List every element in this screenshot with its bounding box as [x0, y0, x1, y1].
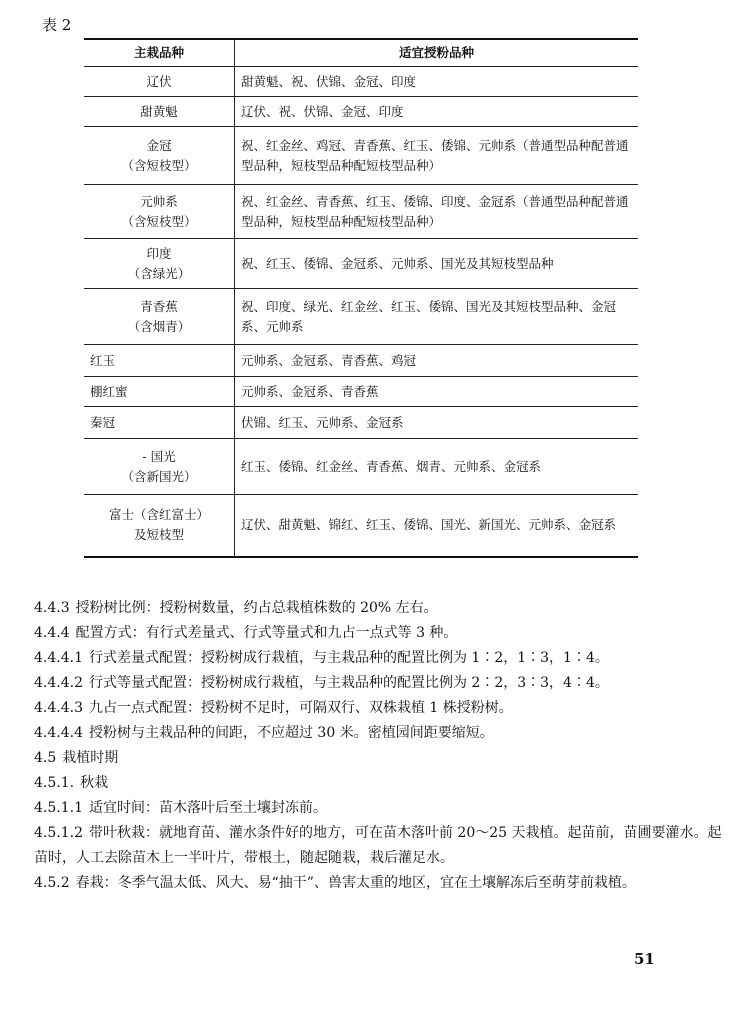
- main-variety-cell: [84, 439, 235, 495]
- clause-text: 行式等量式配置：授粉树成行栽植，与主栽品种的配置比例为 2∶2，3∶3，4∶4。: [88, 675, 609, 691]
- header-pollinator-variety: 适宜授粉品种: [235, 39, 639, 67]
- clause-number: 4.4.4.4: [34, 725, 83, 741]
- clause-text: 春栽：冬季气温太低、风大、易“抽干”、兽害太重的地区，宜在土壤解冻后至萌芽前栽植。: [75, 875, 636, 891]
- clause-text: 九占一点式配置：授粉树不足时，可隔双行、双株栽植 1 株授粉树。: [88, 700, 513, 716]
- table-row: [84, 439, 638, 495]
- clause-number: 4.5.1.2: [34, 825, 83, 841]
- clause-number: 4.4.3: [34, 600, 70, 616]
- main-variety-cell: [84, 67, 235, 97]
- clause-text: 适宜时间：苗木落叶后至土壤封冻前。: [88, 800, 327, 816]
- main-variety-cell: [84, 407, 235, 439]
- main-variety-line: 青香蕉: [140, 298, 178, 314]
- main-variety-cell: [84, 495, 235, 557]
- paragraph: [34, 871, 724, 896]
- main-variety-line: 印度: [146, 245, 172, 261]
- table-row: [84, 239, 638, 289]
- main-variety-line: - 国光: [142, 448, 176, 464]
- paragraph: [34, 771, 724, 796]
- main-variety-line: （含短枝型）: [121, 157, 197, 173]
- clause-number: 4.4.4.2: [34, 675, 83, 691]
- pollinator-cell: 祝、红玉、倭锦、金冠系、元帅系、国光及其短枝型品种: [235, 239, 639, 289]
- main-variety-line: 及短枝型: [133, 527, 184, 543]
- table-row: [84, 377, 638, 407]
- pollinator-cell: 伏锦、红玉、元帅系、金冠系: [235, 407, 639, 439]
- main-variety-cell: [84, 127, 235, 185]
- table-row: [84, 67, 638, 97]
- main-variety-line: 元帅系: [140, 193, 178, 209]
- main-variety-line: （含烟青）: [127, 318, 191, 334]
- clause-number: 4.5.1.: [34, 775, 75, 791]
- pollinator-cell: 元帅系、金冠系、青香蕉、鸡冠: [235, 345, 639, 377]
- clause-number: 4.4.4: [34, 625, 70, 641]
- pollinator-cell: 祝、印度、绿光、红金丝、红玉、倭锦、国光及其短枝型品种、金冠系、元帅系: [235, 289, 639, 345]
- main-variety-cell: [84, 97, 235, 127]
- main-variety-line: （含短枝型）: [121, 213, 197, 229]
- main-variety-line: 棚红蜜: [90, 383, 128, 399]
- paragraph: [34, 696, 724, 721]
- clause-text: 行式差量式配置：授粉树成行栽植，与主栽品种的配置比例为 1∶2，1∶3，1∶4。: [88, 650, 609, 666]
- clause-number: 4.5.2: [34, 875, 70, 891]
- main-variety-cell: [84, 185, 235, 239]
- main-variety-line: （含绿光）: [127, 265, 191, 281]
- main-variety-cell: [84, 345, 235, 377]
- clause-text: 授粉树与主栽品种的间距，不应超过 30 米。密植园间距要缩短。: [88, 725, 494, 741]
- pollinator-cell: 辽伏、祝、伏锦、金冠、印度: [235, 97, 639, 127]
- main-variety-line: 富士（含红富士）: [108, 507, 209, 523]
- paragraph: [34, 646, 724, 671]
- paragraph: [34, 746, 724, 771]
- pollinator-cell: 红玉、倭锦、红金丝、青香蕉、烟青、元帅系、金冠系: [235, 439, 639, 495]
- table-row: [84, 127, 638, 185]
- clause-text: 配置方式：有行式差量式、行式等量式和九占一点式等 3 种。: [75, 625, 458, 641]
- paragraph: [34, 821, 724, 871]
- main-variety-cell: [84, 289, 235, 345]
- clause-number: 4.5: [34, 750, 57, 766]
- main-variety-line: 金冠: [146, 137, 172, 153]
- table-row: [84, 185, 638, 239]
- clause-number: 4.4.4.3: [34, 700, 83, 716]
- main-variety-line: 红玉: [90, 352, 116, 368]
- paragraph: [34, 596, 724, 621]
- main-variety-cell: [84, 239, 235, 289]
- table-header-row: [84, 39, 638, 67]
- table-row: [84, 289, 638, 345]
- main-variety-cell: [84, 377, 235, 407]
- clause-text: 带叶秋栽：就地育苗、灌水条件好的地方，可在苗木落叶前 20～25 天栽植。起苗前，苗圃要灌水。起苗时，人工去除苗木上一半叶片，带根土，随起随栽，栽后灌足水。: [34, 825, 722, 866]
- main-variety-line: 辽伏: [146, 73, 172, 89]
- clause-text: 秋栽: [80, 775, 109, 791]
- clause-text: 栽植时期: [62, 750, 119, 766]
- body-text: [34, 596, 724, 896]
- paragraph: [34, 796, 724, 821]
- paragraph: [34, 671, 724, 696]
- pollinator-table: [84, 38, 638, 558]
- pollinator-cell: 元帅系、金冠系、青香蕉: [235, 377, 639, 407]
- table-row: [84, 495, 638, 557]
- pollinator-cell: 辽伏、甜黄魁、锦红、红玉、倭锦、国光、新国光、元帅系、金冠系: [235, 495, 639, 557]
- table-body: [84, 67, 638, 557]
- table-label: 表 2: [42, 16, 72, 34]
- clause-text: 授粉树比例：授粉树数量，约占总栽植株数的 20% 左右。: [75, 600, 438, 616]
- table-row: [84, 97, 638, 127]
- main-variety-line: 秦冠: [90, 414, 116, 430]
- page-number: 51: [634, 950, 655, 968]
- pollinator-cell: 甜黄魁、祝、伏锦、金冠、印度: [235, 67, 639, 97]
- pollinator-cell: 祝、红金丝、鸡冠、青香蕉、红玉、倭锦、元帅系（普通型品种配普通型品种，短枝型品种配短枝型品种）: [235, 127, 639, 185]
- paragraph: [34, 721, 724, 746]
- pollinator-cell: 祝、红金丝、青香蕉、红玉、倭锦、印度、金冠系（普通型品种配普通型品种，短枝型品种配短枝型品种）: [235, 185, 639, 239]
- table-row: [84, 345, 638, 377]
- paragraph: [34, 621, 724, 646]
- clause-number: 4.4.4.1: [34, 650, 83, 666]
- table-row: [84, 407, 638, 439]
- main-variety-line: （含新国光）: [121, 468, 197, 484]
- main-variety-line: 甜黄魁: [140, 103, 178, 119]
- header-main-variety: 主栽品种: [84, 39, 235, 67]
- clause-number: 4.5.1.1: [34, 800, 83, 816]
